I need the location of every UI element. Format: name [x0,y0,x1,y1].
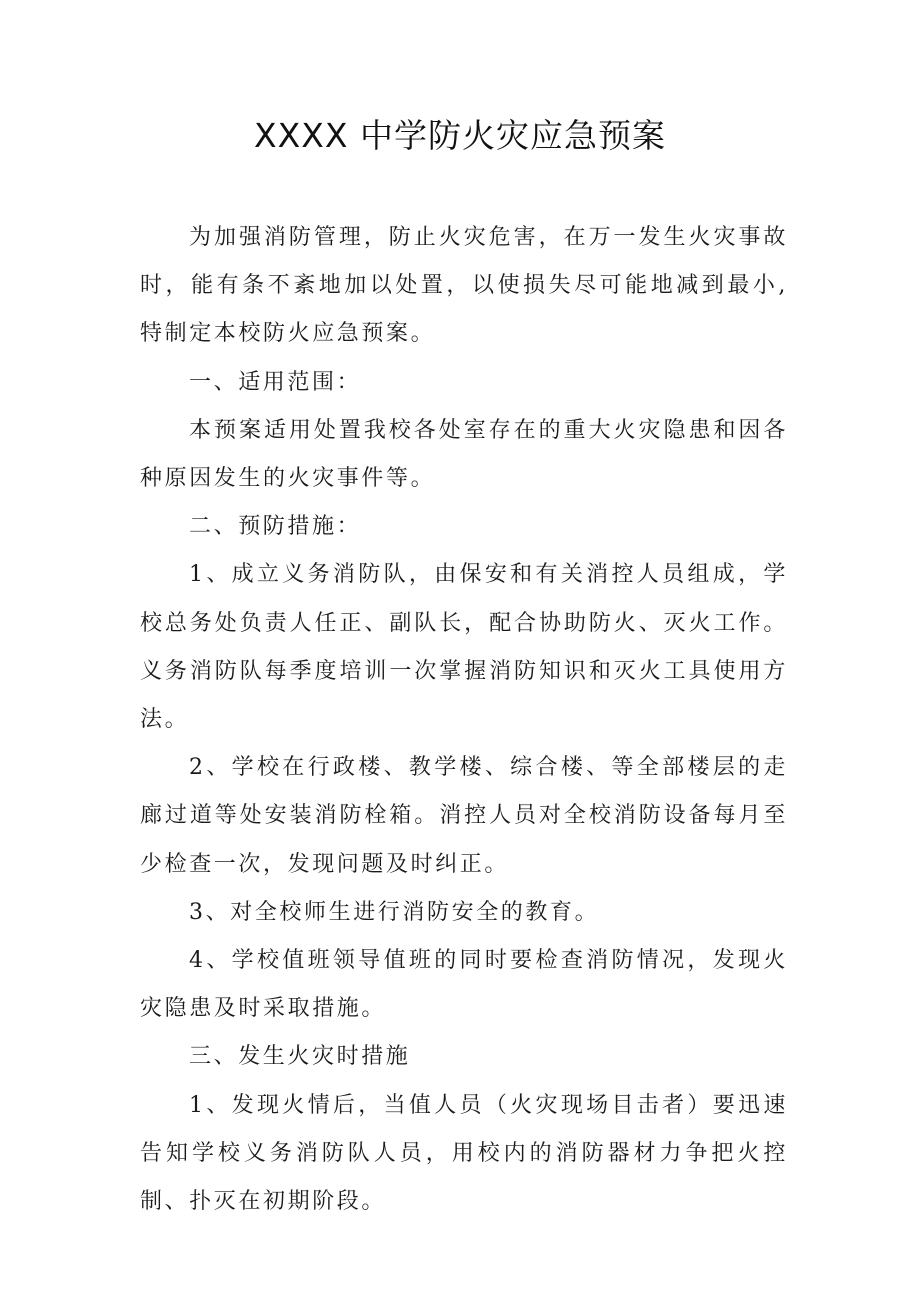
paragraph-intro: 为加强消防管理，防止火灾危害，在万一发生火灾事故时，能有条不紊地加以处置，以使损失尽可能地减到最小,特制定本校防火应急预案。 [140,225,788,347]
section-heading-scope: 一、适用范围： [189,369,362,395]
paragraph-prevention-4: 4、学校值班领导值班的同时要检查消防情况，发现火灾隐患及时采取措施。 [140,948,788,1022]
paragraph-prevention-2: 2、学校在行政楼、教学楼、综合楼、等全部楼层的走廊过道等处安装消防栓箱。消控人员对全校消防设备每月至少检查一次，发现问题及时纠正。 [140,755,788,877]
paragraph-response-1: 1、发现火情后，当值人员（火灾现场目击者）要迅速告知学校义务消防队人员，用校内的消防器材力争把火控制、扑灭在初期阶段。 [140,1092,788,1215]
paragraph-scope: 本预案适用处置我校各处室存在的重大火灾隐患和因各种原因发生的火灾事件等。 [140,417,788,492]
section-heading-response: 三、发生火灾时措施 [189,1044,411,1070]
paragraph-prevention-3: 3、对全校师生进行消防安全的教育。 [189,899,600,925]
paragraph-prevention-1: 1、成立义务消防队，由保安和有关消控人员组成，学校总务处负责人任正、副队长，配合协助防火、灭火工作。义务消防队每季度培训一次掌握消防知识和灭火工具使用方法。 [140,562,788,733]
section-heading-prevention: 二、预防措施： [189,514,362,540]
document-title: XXXX 中学防火灾应急预案 [254,116,666,155]
document-body [140,214,788,1226]
